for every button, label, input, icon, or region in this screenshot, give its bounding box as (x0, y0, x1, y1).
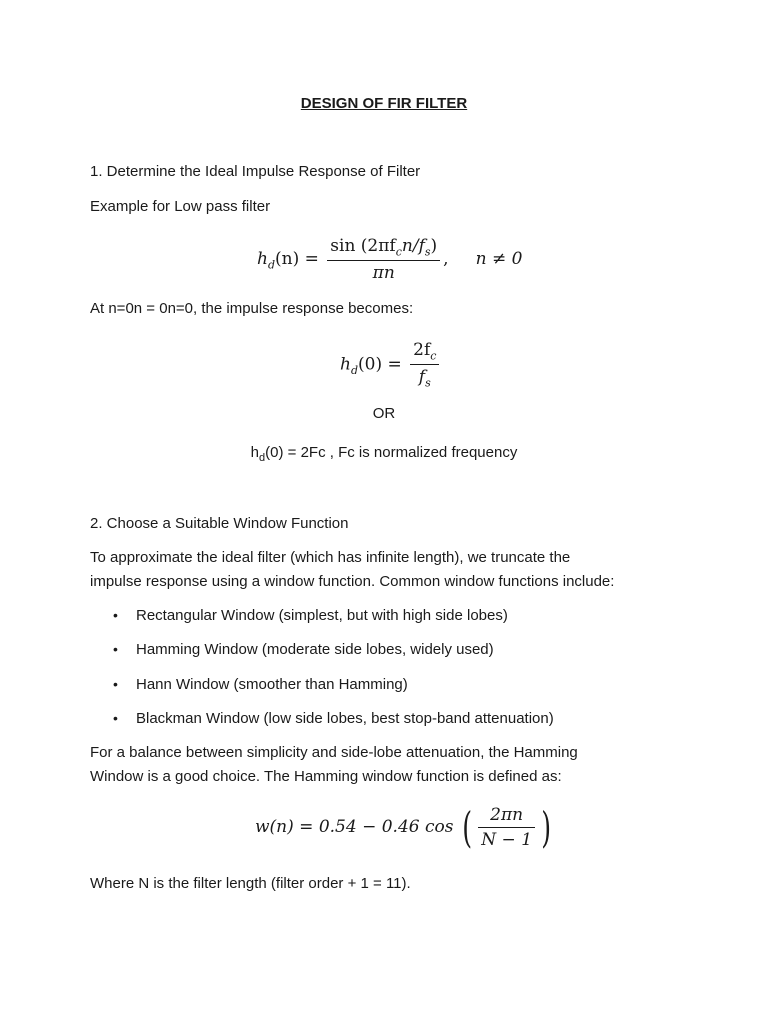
window-list-item (113, 710, 554, 727)
eq3-right-paren: ) (541, 802, 552, 852)
step2-intro-line1: To approximate the ideal filter (which has infinite length), we truncate the (90, 549, 571, 566)
bullet-text: Hann Window (smoother than Hamming) (136, 676, 408, 693)
step1-example: Example for Low pass filter (90, 198, 271, 215)
eq2-fraction (410, 340, 439, 390)
bullet-dot: • (113, 676, 118, 692)
eq3-den: N − 1 (478, 827, 535, 850)
bullet-text: Rectangular Window (simplest, but with high side lobes) (136, 607, 508, 624)
page-title: DESIGN OF FIR FILTER (300, 95, 468, 112)
or-text: OR (372, 405, 396, 422)
bullet-dot: • (113, 607, 118, 623)
bullet-text: Hamming Window (moderate side lobes, widely used) (136, 641, 494, 658)
equation-impulse-at-zero (340, 340, 442, 390)
bullet-dot: • (113, 710, 118, 726)
bullet-text: Blackman Window (low side lobes, best stop-band attenuation) (136, 710, 554, 727)
eq3-fraction (478, 805, 535, 850)
balance-line2: Window is a good choice. The Hamming window function is defined as: (90, 768, 562, 785)
norm-rest: (0) = 2Fc , Fc is normalized frequency (265, 444, 518, 461)
eq1-num-sub: c (395, 245, 402, 259)
eq1-lhs: h (257, 249, 268, 270)
eq1-num: sin (2πf (330, 236, 396, 256)
step1-heading: 1. Determine the Ideal Impulse Response of Filter (90, 163, 421, 180)
eq2-lhs-arg: (0) = (358, 354, 402, 375)
eq1-num-rest: n/f (401, 236, 425, 256)
window-list-item (113, 676, 408, 693)
eq2-den: f (418, 367, 426, 388)
norm-sub: d (259, 452, 266, 464)
eq1-den: πn (327, 260, 440, 283)
eq2-lhs-sub: d (350, 363, 358, 377)
window-list-item (113, 607, 508, 624)
eq1-lhs-arg: (n) = (275, 249, 319, 270)
eq2-lhs: h (340, 354, 351, 375)
eq3-left-paren: ( (462, 802, 472, 852)
at-zero-text: At n=0n = 0n=0, the impulse response becomes: (90, 300, 414, 317)
step2-intro-line2: impulse response using a window function. Common window functions include: (90, 573, 615, 590)
balance-line1: For a balance between simplicity and side-lobe attenuation, the Hamming (90, 744, 578, 761)
step2-heading: 2. Choose a Suitable Window Function (90, 515, 349, 532)
eq2-num: 2f (413, 340, 431, 360)
equation-ideal-impulse-response: $h_d(n)$ = $\frac{\sin (2\pi f_cn/f_s)}{\pi n}$ , n ≠ 0 (257, 236, 523, 284)
normalized-frequency-line (0, 444, 768, 464)
norm-prefix: h (250, 444, 260, 461)
eq1-fraction (327, 236, 440, 283)
equation-hamming-window (255, 802, 554, 852)
eq3-num: 2πn (490, 805, 524, 825)
bullet-dot: • (113, 641, 118, 657)
eq1-lhs-sub: d (267, 258, 275, 272)
eq1-condition: n ≠ 0 (475, 249, 523, 270)
eq1-num-sub2: s (424, 245, 431, 259)
eq2-den-sub: s (425, 376, 431, 390)
eq3-lhs: w(n) = 0.54 − 0.46 cos (255, 817, 454, 837)
eq2-num-sub: c (430, 349, 437, 363)
window-list-item (113, 641, 494, 658)
where-text: Where N is the filter length (filter order + 1 = 11). (90, 875, 411, 892)
eq1-num-close: ) (430, 236, 438, 256)
